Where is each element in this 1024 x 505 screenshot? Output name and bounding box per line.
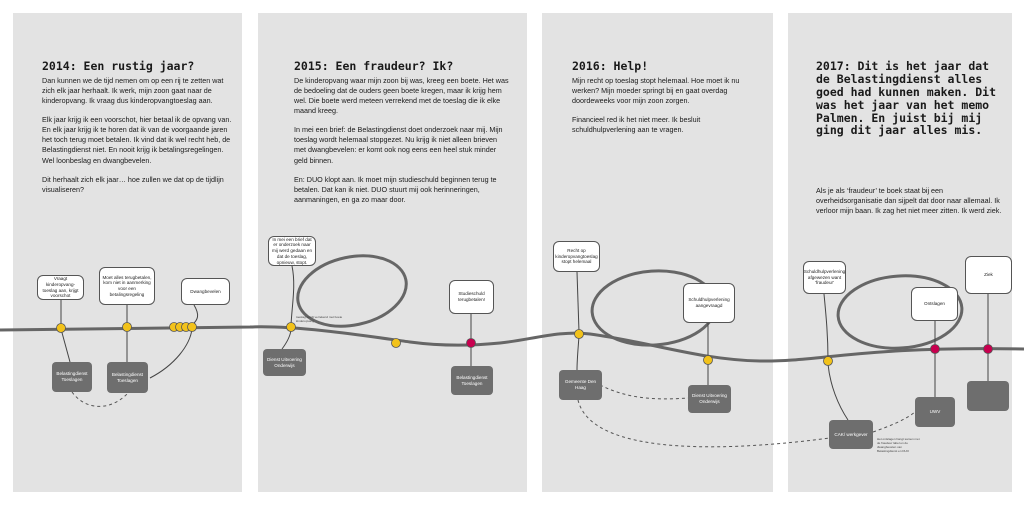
actor-box: Belastingdienst Toeslagen [107, 362, 148, 393]
event-box: Recht op kinderopvangtoeslag stopt helemaal [553, 241, 600, 272]
paragraph: Mijn recht op toeslag stopt helemaal. Hoe moet ik nu werken? Mijn moeder springt bij en gaat overdag doordeweeks voor mijn zoon zorgen. [572, 76, 740, 106]
event-dot [704, 356, 713, 365]
panel-title-2017: 2017: Dit is het jaar dat de Belastingdienst alles goed had kunnen maken. Dit was het jaar van het memo Palmen. En juist bij mij ging dit jaar alles mis. [816, 59, 997, 138]
event-box: Moet alles terugbetalen, kom niet in aanmerking voor een betalingsregeling [99, 267, 155, 305]
event-box: Ontslagen [911, 287, 958, 321]
event-dot [57, 324, 66, 333]
event-box: Vraagt kinderopvang-toeslag aan, krijgt voorschot [37, 275, 84, 300]
event-dot [123, 323, 132, 332]
paragraph: En: DUO klopt aan. Ik moet mijn studieschuld beginnen terug te betalen. Dat kan ik niet. DUO stuurt mij ook herinneringen, aanmaningen, en ga zo maar door. [294, 174, 497, 204]
panel-title-2016: 2016: Help! [572, 59, 649, 73]
event-box: In mei een brief dat er onderzoek naar mij werd gedaan en dat de toeslag, opnieuw, stopt. [268, 236, 316, 266]
actor-box: UWV [915, 397, 955, 427]
actor-box: CAK/ werkgever [829, 420, 873, 449]
annotation-note: Het ontslagen hangt samen met de fraudeur label en de dwangbevelen van Belastingdienst en DUO [877, 437, 920, 453]
actor-box: Dienst Uitvoering Onderwijs [688, 385, 731, 413]
actor-dot [984, 345, 993, 354]
event-dot [287, 323, 296, 332]
event-dot [188, 323, 197, 332]
actor-box: Gemeente Den Haag [559, 370, 602, 400]
event-dot [824, 357, 833, 366]
paragraph: Dit herhaalt zich elk jaar… hoe zullen we dat op de tijdlijn visualiseren? [42, 174, 224, 194]
event-dot [392, 339, 401, 348]
event-box: Studieschuld terugbetalen! [449, 280, 494, 314]
event-dot [575, 330, 584, 339]
actor-dot [931, 345, 940, 354]
paragraph: Elk jaar krijg ik een voorschot, hier betaal ik de opvang van. En elk jaar krijg ik te horen dat ik van de voorgaande jaren het toch terug moet betalen. Ik vind dat ik wel recht heb, de Belastingdienst niet. En nooit krijg ik betalingsregelingen. Wel loonbeslag en dwangbevelen. [42, 115, 232, 165]
actor-box: Belastingdienst Toeslagen [451, 366, 493, 395]
actor-dot [467, 339, 476, 348]
event-box: Dwangbevelen [181, 278, 230, 305]
actor-box [967, 381, 1009, 411]
paragraph: Financieel red ik het niet meer. Ik besluit schuldhulpverlening aan te vragen. [572, 115, 701, 135]
panel-title-2014: 2014: Een rustig jaar? [42, 59, 195, 73]
actor-box: Belastingdienst Toeslagen [52, 362, 92, 392]
event-box: Schuldhulpverlening aangevraagd [683, 283, 735, 323]
annotation-note: toeslag wordt verrekend met boete kinderopvang [296, 315, 343, 323]
panel-title-2015: 2015: Een fraudeur? Ik? [294, 59, 454, 73]
actor-box: Dienst Uitvoering Onderwijs [263, 349, 306, 376]
paragraph: In mei een brief: de Belastingdienst doet onderzoek naar mij. Mijn toeslag wordt helemaal stopgezet. Nu krijg ik niet alleen brieven met dwangbevelen: er komt ook nog eens een heel stuk minder geld binnen. [294, 125, 503, 165]
paragraph: Dan kunnen we de tijd nemen om op een rij te zetten wat zich elk jaar herhaalt. Ik werk, mijn zoon gaat naar de kinderopvang. Ik vraag dus kinderopvangtoeslag aan. [42, 76, 224, 106]
paragraph: Als je als ‘fraudeur’ te boek staat bij een overheidsorganisatie dan sijpelt dat door naar allemaal. Ik verloor mijn baan. Ik zag het niet meer zitten. Ik werd ziek. [816, 186, 1002, 216]
event-box: Ziek [965, 256, 1012, 294]
paragraph: De kinderopvang waar mijn zoon bij was, kreeg een boete. Het was de bedoeling dat de ouders geen boete kregen, maar ik krijg hem wel. Die boete werd meteen verrekend met de toeslag die ik elke maand kreeg. [294, 76, 509, 116]
event-box: Schuldhulpverlening afgewezen want 'fraudeur' [803, 261, 846, 294]
